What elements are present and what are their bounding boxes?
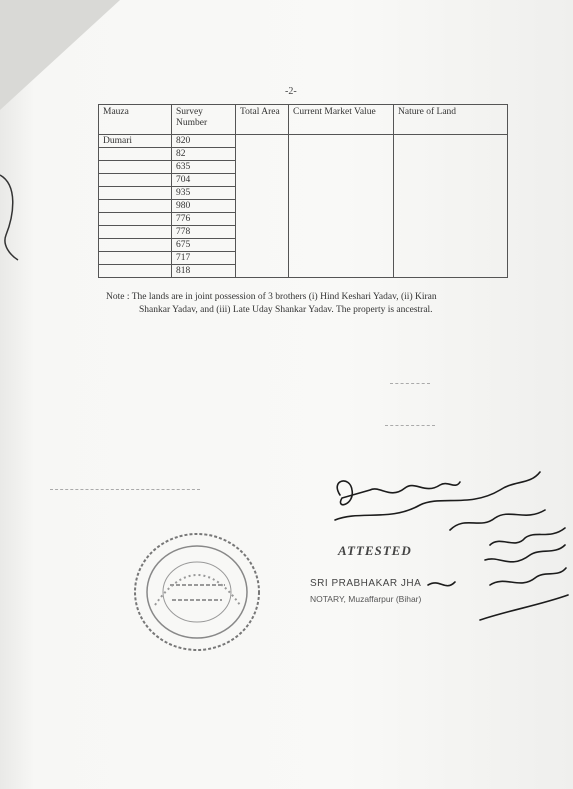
nature-of-land-cell [394, 135, 508, 278]
note [106, 291, 526, 317]
note-line-2: Shankar Yadav, and (iii) Late Uday Shankar Yadav. The property is ancestral. [139, 305, 433, 315]
note-line-1: The lands are in joint possession of 3 brothers (i) Hind Keshari Yadav, (ii) Kiran [131, 292, 437, 302]
page-number: -2- [285, 86, 297, 97]
table-row [99, 135, 508, 148]
attested-stamp: ATTESTED [338, 543, 412, 558]
faint-dashed-line [390, 383, 430, 385]
survey-number-cell: 935 [172, 187, 236, 200]
mauza-cell-empty [99, 213, 172, 226]
land-details-table [98, 104, 508, 278]
mauza-cell-empty [99, 265, 172, 278]
folded-corner [0, 0, 120, 110]
faint-dashed-line [50, 489, 200, 491]
survey-number-cell: 675 [172, 239, 236, 252]
survey-number-cell: 82 [172, 148, 236, 161]
header-nature-of-land: Nature of Land [394, 105, 508, 135]
mauza-cell-empty [99, 187, 172, 200]
survey-number-cell: 778 [172, 226, 236, 239]
survey-number-cell: 820 [172, 135, 236, 148]
table-body [99, 135, 508, 278]
total-area-cell [236, 135, 289, 278]
header-market-value: Current Market Value [289, 105, 394, 135]
survey-number-cell: 717 [172, 252, 236, 265]
table-header-row [99, 105, 508, 135]
faint-dashed-line [385, 425, 435, 427]
header-total-area: Total Area [236, 105, 289, 135]
mauza-cell-empty [99, 239, 172, 252]
mauza-cell-empty [99, 252, 172, 265]
mauza-cell-empty [99, 161, 172, 174]
mauza-cell-empty [99, 148, 172, 161]
survey-number-cell: 635 [172, 161, 236, 174]
survey-number-cell: 980 [172, 200, 236, 213]
note-label: Note : [106, 292, 130, 302]
binding-string [0, 165, 30, 265]
mauza-cell-empty [99, 174, 172, 187]
survey-number-cell: 818 [172, 265, 236, 278]
survey-number-cell: 776 [172, 213, 236, 226]
header-survey-number: Survey Number [172, 105, 236, 135]
mauza-cell: Dumari [99, 135, 172, 148]
notary-place: NOTARY, Muzaffarpur (Bihar) [310, 594, 422, 604]
survey-number-cell: 704 [172, 174, 236, 187]
notary-seal [130, 530, 265, 655]
mauza-cell-empty [99, 226, 172, 239]
market-value-cell [289, 135, 394, 278]
mauza-cell-empty [99, 200, 172, 213]
header-mauza: Mauza [99, 105, 172, 135]
notary-name: SRI PRABHAKAR JHA [310, 578, 422, 589]
